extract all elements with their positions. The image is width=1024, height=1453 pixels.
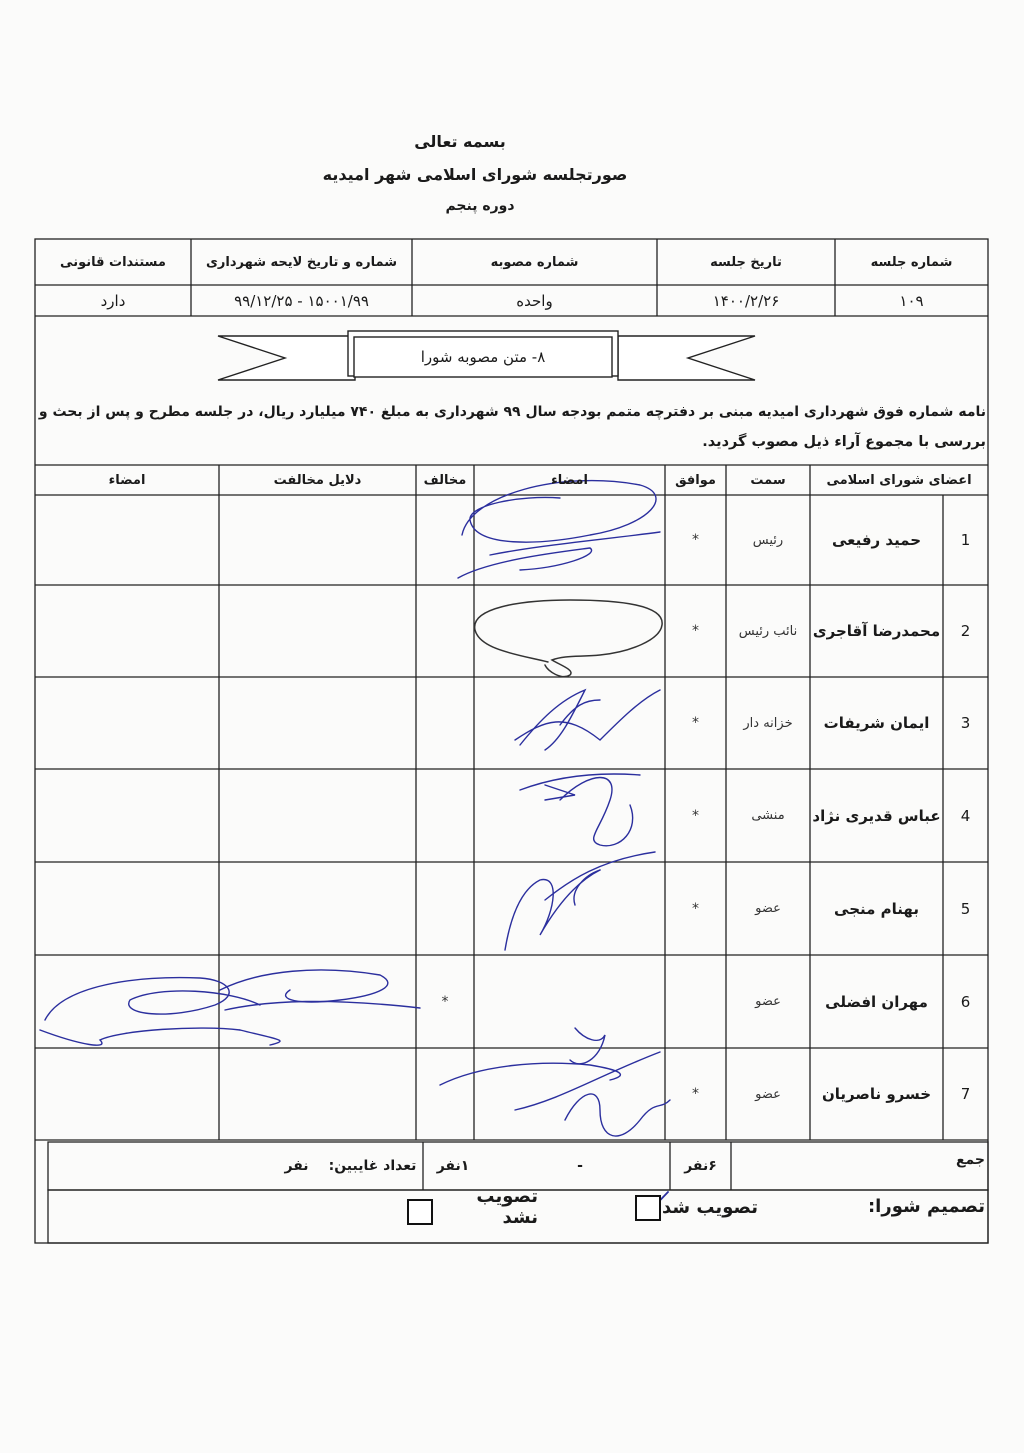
rejected-checkbox[interactable] bbox=[407, 1199, 433, 1225]
member-position: عضو bbox=[755, 901, 781, 916]
totals-against: ۱نفر bbox=[436, 1158, 470, 1174]
member-position: منشی bbox=[751, 808, 785, 823]
member-row-number: 1 bbox=[960, 531, 971, 549]
absent-unit: نفر bbox=[284, 1158, 309, 1174]
label-bill-no-date: شماره و تاریخ لایحه شهرداری bbox=[206, 254, 398, 270]
approved-checkbox[interactable] bbox=[635, 1195, 661, 1221]
agree-mark: * bbox=[692, 1086, 699, 1102]
against-mark bbox=[416, 769, 474, 862]
member-position: نائب رئیس bbox=[738, 623, 798, 639]
member-name: حمید رفیعی bbox=[831, 531, 922, 549]
banner-title: ۸- متن مصوبه شورا bbox=[420, 348, 546, 366]
against-mark bbox=[416, 1048, 474, 1140]
member-name: عباس قدیری نژاد bbox=[812, 806, 941, 825]
label-session-date: تاریخ جلسه bbox=[710, 254, 782, 270]
member-position: خزانه دار bbox=[743, 715, 793, 731]
resolution-text-line1: نامه شماره فوق شهرداری امیدیه مبنی بر دفترچه متمم بودجه سال ۹۹ شهرداری به مبلغ ۷۴۰ میلیارد ریال، در جلسه مطرح و پس از بحث و bbox=[38, 404, 986, 420]
col-signature: امضاء bbox=[551, 472, 588, 488]
value-session-no: ۱۰۹ bbox=[899, 291, 924, 310]
member-name: محمدرضا آقاجری bbox=[812, 622, 941, 640]
value-bill-no-date: ۱۵۰۰۱/۹۹ - ۹۹/۱۲/۲۵ bbox=[234, 291, 369, 310]
agree-mark: * bbox=[692, 715, 699, 731]
label-session-no: شماره جلسه bbox=[870, 254, 953, 270]
member-row-number: 4 bbox=[960, 806, 971, 825]
member-position: عضو bbox=[755, 1086, 781, 1102]
against-mark bbox=[416, 495, 474, 585]
against-mark bbox=[416, 585, 474, 677]
col-against: مخالف bbox=[423, 472, 467, 488]
agree-mark bbox=[665, 955, 726, 1048]
value-resolution-no: واحده bbox=[516, 291, 553, 310]
member-name: مهران افضلی bbox=[825, 992, 928, 1011]
rejected-label: تصویب نشد bbox=[476, 1186, 538, 1228]
totals-label: جمع bbox=[955, 1152, 985, 1168]
approved-label: تصویب شد bbox=[662, 1196, 758, 1218]
member-row-number: 2 bbox=[960, 622, 971, 640]
resolution-text-line2: بررسی با مجموع آراء ذیل مصوب گردید. bbox=[702, 434, 986, 450]
against-mark: * bbox=[441, 993, 449, 1010]
agree-mark: * bbox=[692, 623, 699, 639]
member-row-number: 7 bbox=[960, 1085, 971, 1103]
decision-label: تصمیم شورا: bbox=[867, 1195, 985, 1217]
agree-mark: * bbox=[692, 900, 699, 917]
against-mark bbox=[416, 677, 474, 769]
totals-agree: ۶نفر bbox=[684, 1158, 717, 1174]
member-position: رئیس bbox=[752, 532, 784, 548]
member-name: خسرو ناصریان bbox=[821, 1085, 932, 1103]
document-title: صورتجلسه شورای اسلامی شهر امیدیه bbox=[322, 165, 628, 184]
member-row-number: 5 bbox=[960, 899, 971, 918]
member-row-number: 6 bbox=[960, 992, 971, 1011]
label-legal-docs: مستندات قانونی bbox=[60, 254, 166, 270]
agree-mark: * bbox=[692, 807, 699, 824]
member-name: ایمان شریفات bbox=[823, 714, 930, 732]
agree-mark: * bbox=[692, 532, 699, 548]
member-name: بهنام منجی bbox=[834, 899, 919, 918]
col-position: سمت bbox=[750, 472, 786, 488]
label-resolution-no: شماره مصوبه bbox=[490, 254, 579, 270]
bismillah: بسمه تعالی bbox=[414, 132, 506, 151]
col-reasons: دلایل مخالفت bbox=[273, 472, 362, 488]
against-mark bbox=[416, 862, 474, 955]
value-session-date: ۱۴۰۰/۲/۲۶ bbox=[712, 291, 780, 310]
col-agree: موافق bbox=[675, 472, 716, 488]
col-members: اعضای شورای اسلامی bbox=[826, 472, 972, 488]
col-signature-2: امضاء bbox=[108, 472, 146, 488]
value-legal-docs: دارد bbox=[100, 291, 126, 310]
absent-label: تعداد غایبین: bbox=[328, 1158, 417, 1174]
member-position: عضو bbox=[755, 994, 781, 1009]
member-row-number: 3 bbox=[960, 714, 971, 732]
period-label: دوره پنجم bbox=[445, 198, 515, 214]
totals-dash: - bbox=[577, 1158, 583, 1174]
